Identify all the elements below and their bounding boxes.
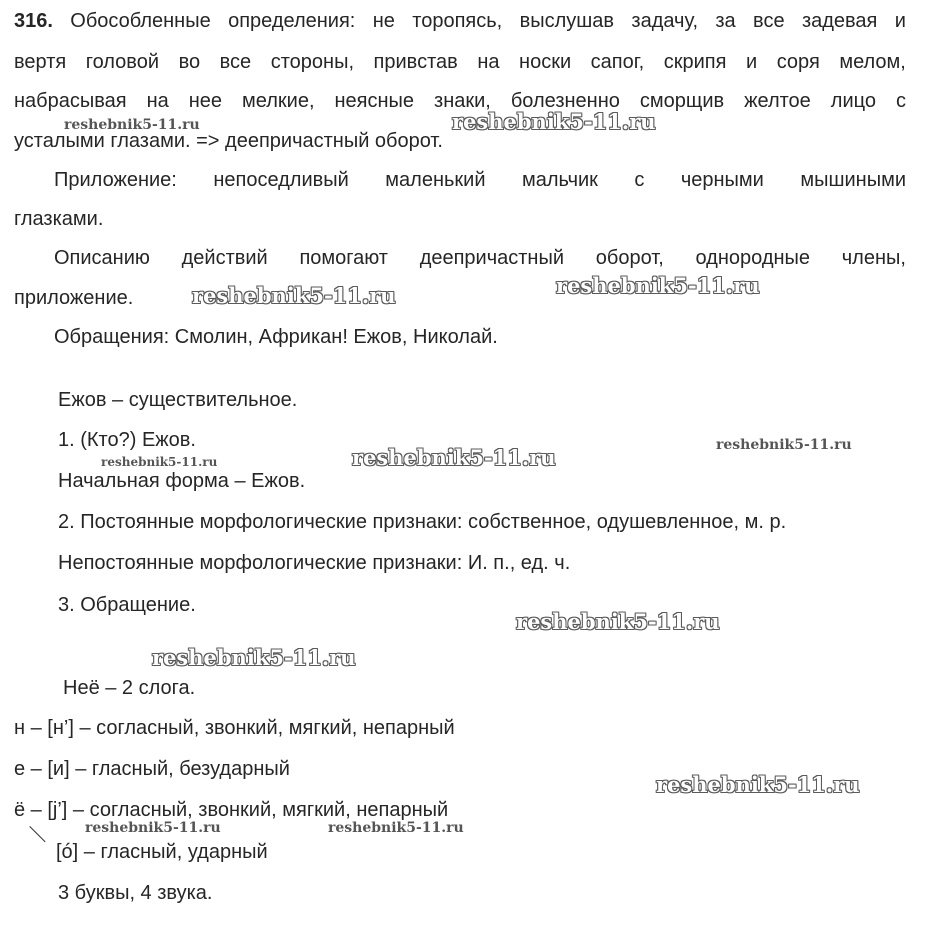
word: черными	[680, 169, 764, 191]
word: деепричастный	[419, 247, 565, 269]
word: торопясь,	[412, 10, 503, 32]
watermark: reshebnik5-11.ru	[656, 772, 860, 797]
branch-line	[29, 826, 46, 843]
description-line-1	[54, 246, 906, 270]
word: маленький	[385, 169, 486, 191]
morph-line-6: 3. Обращение.	[58, 594, 196, 616]
word: соря	[776, 51, 820, 73]
watermark: reshebnik5-11.ru	[64, 117, 200, 133]
word: однородные	[695, 247, 811, 269]
word: действий	[181, 247, 268, 269]
watermark: reshebnik5-11.ru	[716, 437, 852, 453]
word: Приложение:	[54, 169, 177, 191]
morph-line-2: 1. (Кто?) Ежов.	[58, 429, 196, 451]
task-line-4: усталыми глазами. => деепричастный оборот.	[14, 130, 443, 152]
morph-line-4: 2. Постоянные морфологические признаки: собственное, одушевленное, м. р.	[58, 511, 787, 533]
word: не	[372, 10, 395, 32]
word: с	[895, 90, 906, 112]
word: члены,	[841, 247, 906, 269]
word: определения:	[228, 10, 356, 32]
appendix-line-1	[54, 168, 906, 192]
addresses-line: Обращения: Смолин, Африкан! Ежов, Николай.	[54, 326, 498, 348]
word: во	[178, 51, 201, 73]
word: мышиными	[800, 169, 906, 191]
phon-line-1: Неё – 2 слога.	[63, 677, 196, 699]
word: за	[715, 10, 736, 32]
word: мальчик	[521, 169, 598, 191]
word: на	[477, 51, 500, 73]
word: Описанию	[54, 247, 150, 269]
phon-line-2: н – [н’] – согласный, звонкий, мягкий, непарный	[14, 717, 455, 739]
word: на	[146, 90, 169, 112]
watermark: reshebnik5-11.ru	[556, 273, 760, 298]
word: помогают	[299, 247, 388, 269]
watermark: reshebnik5-11.ru	[152, 645, 356, 670]
word: выслушав	[519, 10, 615, 32]
word: оборот,	[595, 247, 664, 269]
word: болезненно	[510, 90, 620, 112]
word: все	[219, 51, 252, 73]
word: набрасывая	[14, 90, 127, 112]
description-line-2: приложение.	[14, 287, 134, 309]
word: неясные	[334, 90, 415, 112]
watermark: reshebnik5-11.ru	[452, 109, 656, 134]
word: сапог,	[590, 51, 645, 73]
word: и	[894, 10, 906, 32]
morph-line-5: Непостоянные морфологические признаки: И. п., ед. ч.	[58, 552, 571, 574]
word: задачу,	[631, 10, 699, 32]
task-line-2	[14, 50, 906, 74]
watermark: reshebnik5-11.ru	[101, 455, 218, 469]
phon-line-6: 3 буквы, 4 звука.	[58, 882, 213, 904]
word: непоседливый	[213, 169, 349, 191]
word: Обособленные	[70, 10, 211, 32]
word: головой	[85, 51, 160, 73]
word: знаки,	[434, 90, 491, 112]
phon-line-3: е – [и] – гласный, безударный	[14, 758, 290, 780]
word: лицо	[830, 90, 876, 112]
task-number: 316.	[14, 10, 53, 32]
watermark: reshebnik5-11.ru	[516, 609, 720, 634]
word: носки	[519, 51, 572, 73]
word: вертя	[14, 51, 67, 73]
word: скрипя	[663, 51, 727, 73]
word: все	[753, 10, 785, 32]
word: сморщив	[639, 90, 725, 112]
word: и	[745, 51, 758, 73]
task-line-1	[14, 9, 906, 33]
watermark: reshebnik5-11.ru	[192, 283, 396, 308]
morph-line-3: Начальная форма – Ежов.	[58, 470, 306, 492]
word: желтое	[744, 90, 811, 112]
word: задевая	[801, 10, 878, 32]
word: мелом,	[839, 51, 906, 73]
watermark: reshebnik5-11.ru	[352, 445, 556, 470]
word: мелкие,	[242, 90, 315, 112]
word: стороны,	[270, 51, 354, 73]
appendix-line-2: глазками.	[14, 208, 104, 230]
phon-line-4: ё – [j’] – согласный, звонкий, мягкий, непарный	[14, 799, 449, 821]
word: привстав	[373, 51, 458, 73]
watermark: reshebnik5-11.ru	[328, 820, 464, 836]
phon-line-5: [ó] – гласный, ударный	[56, 841, 268, 863]
morph-line-1: Ежов – существительное.	[58, 389, 298, 411]
watermark: reshebnik5-11.ru	[85, 820, 221, 836]
word: с	[634, 169, 645, 191]
word: нее	[188, 90, 223, 112]
